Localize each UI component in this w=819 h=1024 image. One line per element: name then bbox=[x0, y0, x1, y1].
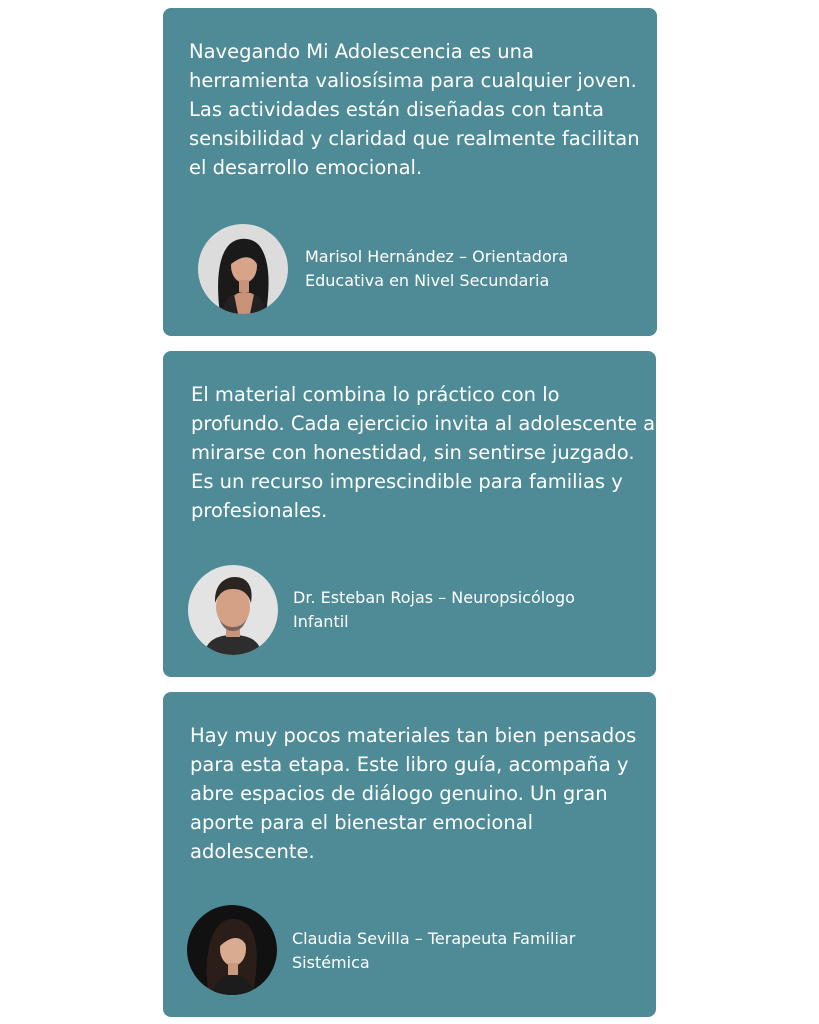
author-line: Sistémica bbox=[292, 953, 370, 972]
testimonial-quote bbox=[189, 37, 640, 182]
quote-line: aporte para el bienestar emocional bbox=[190, 811, 534, 834]
avatar bbox=[198, 224, 288, 314]
quote-line: el desarrollo emocional. bbox=[189, 156, 423, 179]
testimonial-quote bbox=[190, 721, 636, 866]
quote-line: Hay muy pocos materiales tan bien pensados bbox=[190, 724, 637, 747]
quote-line: sensibilidad y claridad que realmente facilitan bbox=[189, 127, 640, 150]
quote-line: Es un recurso imprescindible para familias y bbox=[191, 470, 623, 493]
quote-line: mirarse con honestidad, sin sentirse juzgado. bbox=[191, 441, 635, 464]
quote-line: profundo. Cada ejercicio invita al adolescente a bbox=[191, 412, 656, 435]
author-line: Educativa en Nivel Secundaria bbox=[305, 271, 550, 290]
quote-line: para esta etapa. Este libro guía, acompaña y bbox=[190, 753, 629, 776]
quote-line: abre espacios de diálogo genuino. Un gran bbox=[190, 782, 608, 805]
author-line: Claudia Sevilla – Terapeuta Familiar bbox=[292, 929, 576, 948]
avatar bbox=[187, 905, 277, 995]
quote-line: Navegando Mi Adolescencia es una bbox=[189, 40, 534, 63]
quote-line: El material combina lo práctico con lo bbox=[191, 383, 560, 406]
avatar bbox=[188, 565, 278, 655]
woman-portrait-icon bbox=[198, 224, 288, 314]
testimonial-author bbox=[293, 586, 575, 634]
quote-line: profesionales. bbox=[191, 499, 328, 522]
testimonial-card bbox=[163, 351, 656, 677]
author-line: Marisol Hernández – Orientadora bbox=[305, 247, 569, 266]
testimonial-card bbox=[163, 692, 656, 1017]
testimonial-quote bbox=[191, 380, 655, 525]
author-line: Infantil bbox=[293, 612, 349, 631]
quote-line: herramienta valiosísima para cualquier joven. bbox=[189, 69, 637, 92]
woman-portrait-icon bbox=[187, 905, 277, 995]
testimonial-author bbox=[305, 245, 568, 293]
testimonial-card bbox=[163, 8, 657, 336]
quote-line: adolescente. bbox=[190, 840, 315, 863]
quote-line: Las actividades están diseñadas con tanta bbox=[189, 98, 604, 121]
testimonial-author bbox=[292, 927, 575, 975]
man-portrait-icon bbox=[188, 565, 278, 655]
author-line: Dr. Esteban Rojas – Neuropsicólogo bbox=[293, 588, 575, 607]
